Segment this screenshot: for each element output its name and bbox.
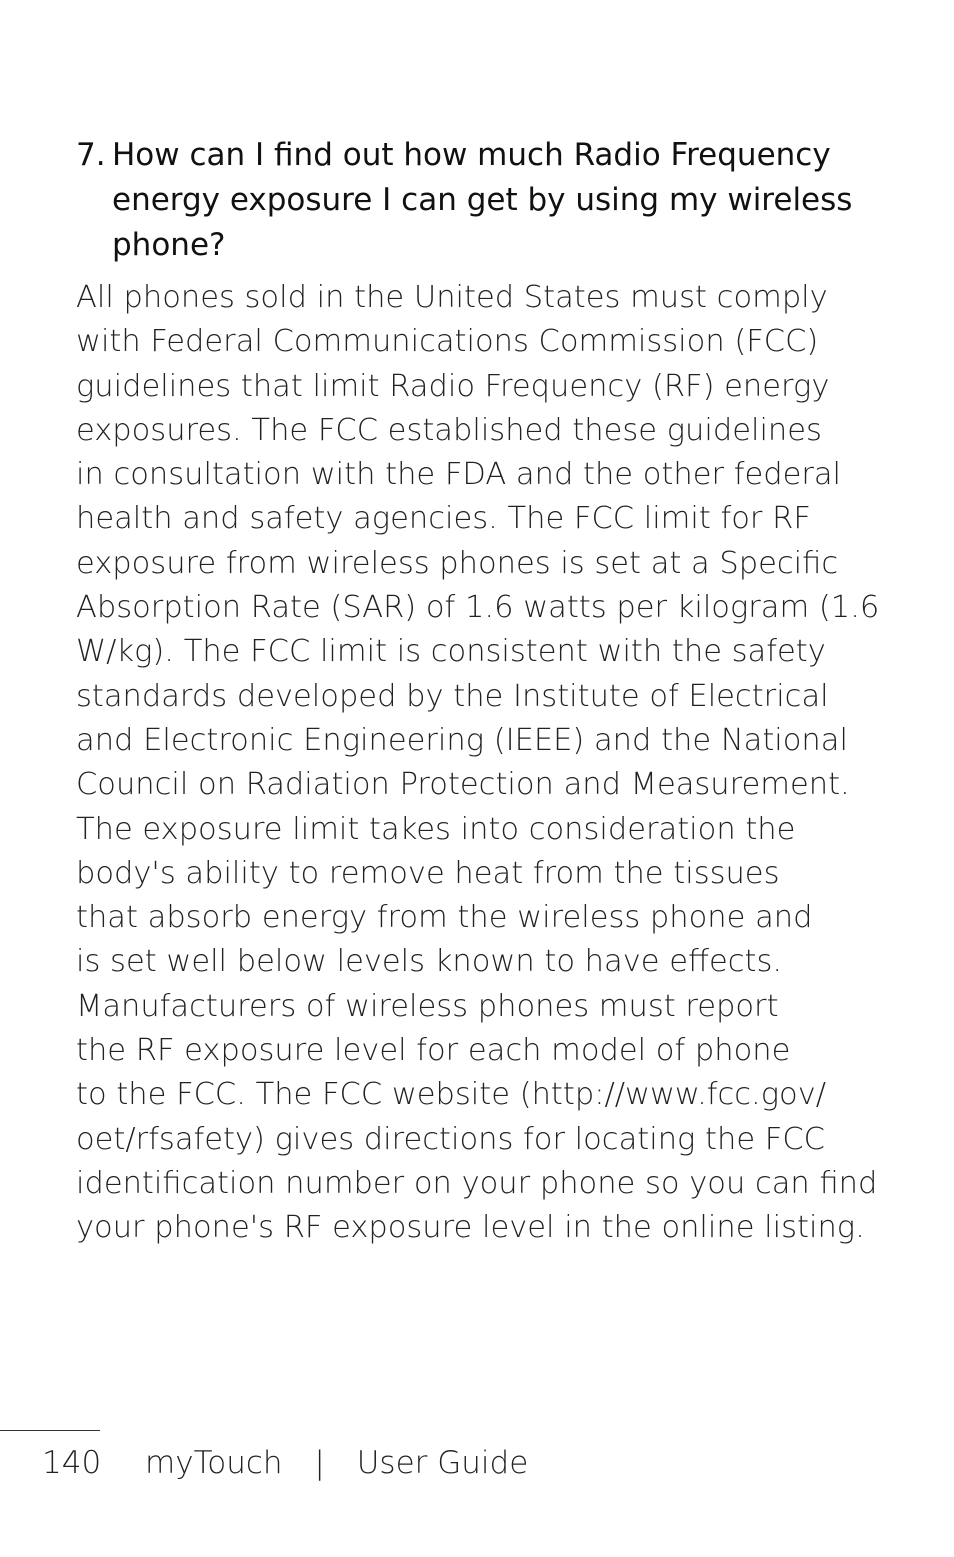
paragraph-line: Manufacturers of wireless phones must report: [76, 988, 779, 1024]
question-line: phone?: [112, 227, 226, 263]
paragraph-line: standards developed by the Institute of Electrical: [76, 678, 829, 714]
question-number: 7.: [76, 137, 106, 173]
question-line: energy exposure I can get by using my wireless: [112, 182, 853, 218]
paragraph-line: identification number on your phone so you can find: [76, 1165, 878, 1201]
paragraph-line: The exposure limit takes into consideration the: [76, 811, 796, 847]
paragraph-line: Absorption Rate (SAR) of 1.6 watts per kilogram (1.6: [76, 590, 880, 626]
paragraph-line: the RF exposure level for each model of phone: [76, 1033, 791, 1069]
product-name: myTouch: [145, 1445, 283, 1481]
paragraph-line: All phones sold in the United States must comply: [76, 280, 828, 315]
paragraph-line: exposure from wireless phones is set at a Specific: [76, 545, 839, 581]
question-heading: [76, 133, 876, 268]
paragraph-line: to the FCC. The FCC website (http://www.fcc.gov/: [76, 1077, 827, 1113]
footer-divider: [0, 1430, 100, 1431]
paragraph-line: Council on Radiation Protection and Measurement.: [76, 767, 850, 803]
question-line: How can I find out how much Radio Frequency: [112, 137, 831, 173]
paragraph-line: your phone's RF exposure level in the online listing.: [76, 1210, 865, 1246]
footer-separator: |: [314, 1445, 325, 1481]
paragraph-line: oet/rfsafety) gives directions for locating the FCC: [76, 1121, 825, 1157]
paragraph-line: health and safety agencies. The FCC limit for RF: [76, 501, 811, 537]
paragraph-line: with Federal Communications Commission (FCC): [76, 324, 819, 360]
paragraph-line: is set well below levels known to have effects.: [76, 944, 783, 980]
answer-paragraph: [76, 276, 896, 1251]
paragraph-line: exposures. The FCC established these guidelines: [76, 412, 822, 448]
page-footer: [42, 1442, 528, 1484]
paragraph-line: in consultation with the FDA and the other federal: [76, 457, 842, 493]
page-number: 140: [42, 1445, 102, 1481]
paragraph-line: guidelines that limit Radio Frequency (RF) energy: [76, 368, 830, 404]
paragraph-line: body's ability to remove heat from the tissues: [76, 855, 780, 891]
guide-title: User Guide: [356, 1445, 529, 1481]
paragraph-line: and Electronic Engineering (IEEE) and the National: [76, 722, 848, 758]
paragraph-line: that absorb energy from the wireless phone and: [76, 900, 813, 936]
paragraph-line: W/kg). The FCC limit is consistent with the safety: [76, 634, 826, 670]
